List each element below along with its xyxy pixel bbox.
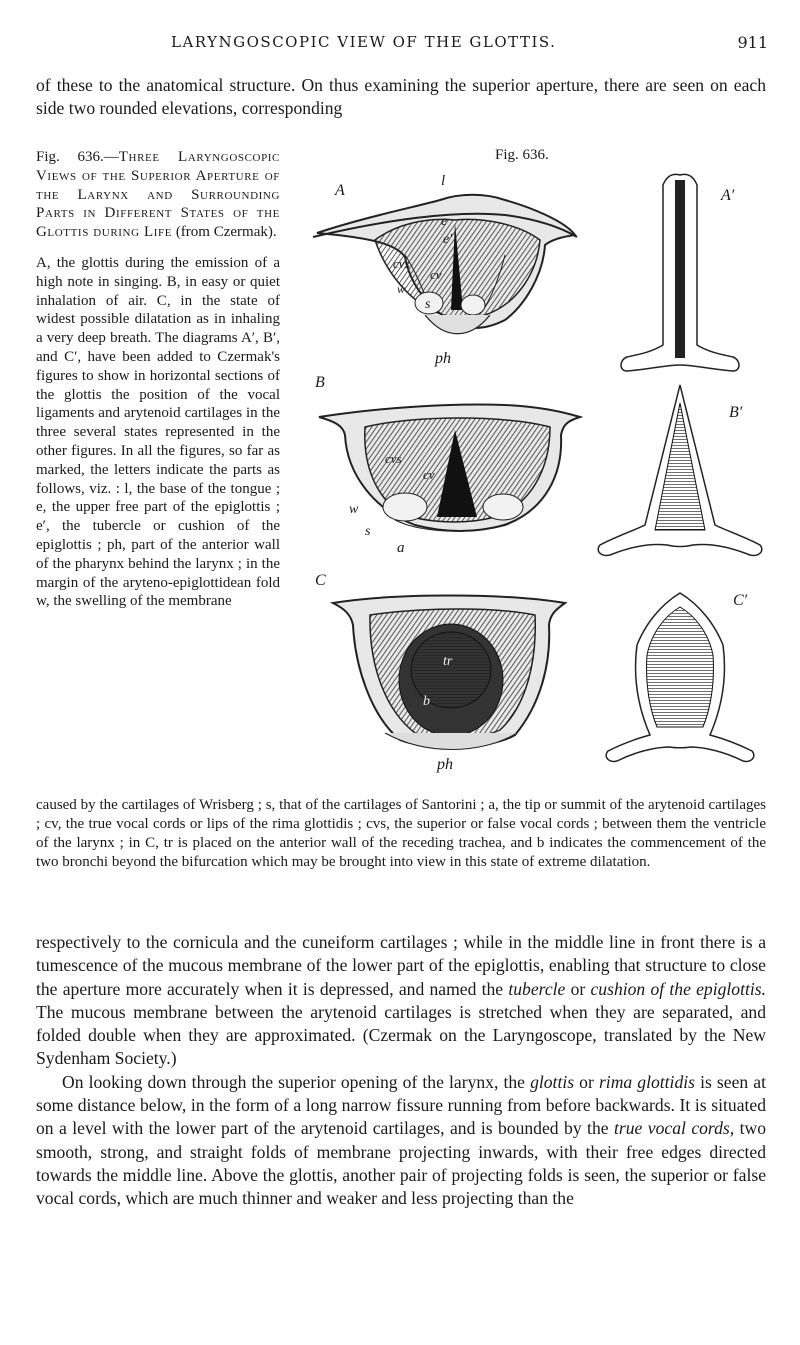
caption-title-suffix: (from Czermak). (172, 224, 277, 241)
label-B: B (315, 374, 325, 391)
caption-title (36, 148, 280, 242)
label-cvs-b: cvs (385, 451, 402, 466)
label-e: e (441, 214, 448, 229)
caption-description: A, the glottis during the emission of a high note in singing. B, in easy or quiet inhalation of air. C, in the state of widest possible dilatation as in inhaling a very deep breath. The diagrams A′, B′, and C′, have been added to Czermak's figures to show in horizontal sections of the glottis the position of the vocal ligaments and arytenoid cartilages in the three several states represented in the other figures. In all the figures, so far as marked, the letters indicate the parts as follows, viz. : l, the base of the tongue ; e, the upper free part of the epiglottis ; e′, the tubercle or cushion of the epiglottis ; ph, part of the anterior wall of the pharynx behind the larynx ; in the margin of the aryteno-epiglottidean fold w, the swelling of the membrane (36, 254, 280, 610)
main-text (36, 931, 766, 1211)
p2-text-c: is seen at some distance below, in the form of a long narrow fissure running from before backwards. It is situated on a level with the lower part of the arytenoid cartilages, and is bounded by the (36, 1071, 766, 1139)
figure-636 (305, 145, 770, 785)
label-s-a: s (425, 297, 431, 312)
label-ph-a: ph (435, 350, 451, 367)
p1-text-b: or (565, 978, 591, 999)
label-w-a: w (397, 282, 406, 296)
p2-italic-glottis: glottis (530, 1071, 575, 1092)
figure-label: Fig. 636. (495, 147, 549, 163)
paragraph-2 (36, 1071, 766, 1211)
label-l: l (441, 173, 446, 189)
p1-italic-tubercle: tubercle (508, 978, 566, 999)
view-a (313, 173, 577, 367)
p1-italic-cushion: cushion of the epiglottis. (590, 978, 767, 999)
label-a-b: a (397, 540, 405, 556)
label-e-prime: e′ (443, 232, 453, 247)
label-cv-b: cv (423, 467, 435, 482)
label-b: b (423, 694, 430, 709)
diagram-a-prime (621, 174, 739, 371)
larynx-illustrations (305, 145, 770, 785)
label-cv-a: cv (430, 267, 442, 282)
caption-title-text: Three Laryngoscopic Views of the Superior Aperture of the Larynx and Surrounding Parts in Different States of the Glottis during Life (36, 149, 280, 241)
label-ph-c: ph (437, 756, 453, 773)
p2-italic-rima: rima glottidis (598, 1071, 695, 1092)
label-w-b: w (349, 502, 359, 517)
page-number: 911 (737, 33, 768, 52)
caption-continuation: caused by the cartilages of Wrisberg ; s, that of the cartilages of Santorini ; a, the tip or summit of the arytenoid cartilages ; cv, the true vocal cords or lips of the rima glottidis ; cvs, the superior or false vocal cords ; between them the ventricle of the larynx ; in C, tr is placed on the anterior wall of the receding trachea, and b indicates the commencement of the two bronchi beyond the bifurcation which may be brought into view in this state of extreme dilatation. (36, 797, 766, 870)
figure-caption (36, 148, 280, 611)
p1-text-c: The mucous membrane between the arytenoid cartilages is stretched when they are separated, and folded double when they are approximated. (Czermak on the Laryngoscope, translated by the New Sydenham Society.) (36, 1001, 766, 1069)
view-c (315, 572, 565, 773)
label-s-b: s (365, 524, 371, 539)
header-title: LARYNGOSCOPIC VIEW OF THE GLOTTIS. (171, 33, 557, 51)
diagram-c-prime (606, 592, 754, 761)
p2-text-b: or (574, 1071, 599, 1092)
label-B-prime: B′ (729, 404, 743, 421)
label-cvs-a: cvs (393, 256, 410, 271)
label-A: A (335, 182, 345, 199)
view-b (315, 374, 580, 556)
label-C-prime: C′ (733, 592, 748, 609)
label-A-prime: A′ (721, 187, 735, 204)
p2-text-d: two smooth, strong, and straight folds of membrane projecting inwards, with their free edges directed towards the middle line. Above the glottis, another pair of projecting folds is seen, the superior or false vocal cords, which are much thinner and weaker and less projecting than the (36, 1118, 767, 1209)
p1-text-a: respectively to the cornicula and the cuneiform cartilages ; while in the middle line in front there is a tumescence of the mucous membrane of the lower part of the epiglottis, enabling that structure to close the aperture more accurately when it is depressed, and named the (36, 932, 766, 999)
p2-text-a: On looking down through the superior opening of the larynx, the (62, 1071, 531, 1092)
running-header (36, 33, 768, 55)
caption-fig-label: Fig. 636.— (36, 149, 119, 165)
top-paragraph: of these to the anatomical structure. On thus examining the superior aperture, there are seen on each side two rounded elevations, corresponding (36, 75, 766, 119)
label-tr: tr (443, 654, 453, 669)
p2-italic-true-vocal-cords: true vocal cords, (614, 1118, 735, 1139)
label-C: C (315, 572, 326, 589)
paragraph-1 (36, 931, 766, 1071)
diagram-b-prime (598, 385, 762, 555)
